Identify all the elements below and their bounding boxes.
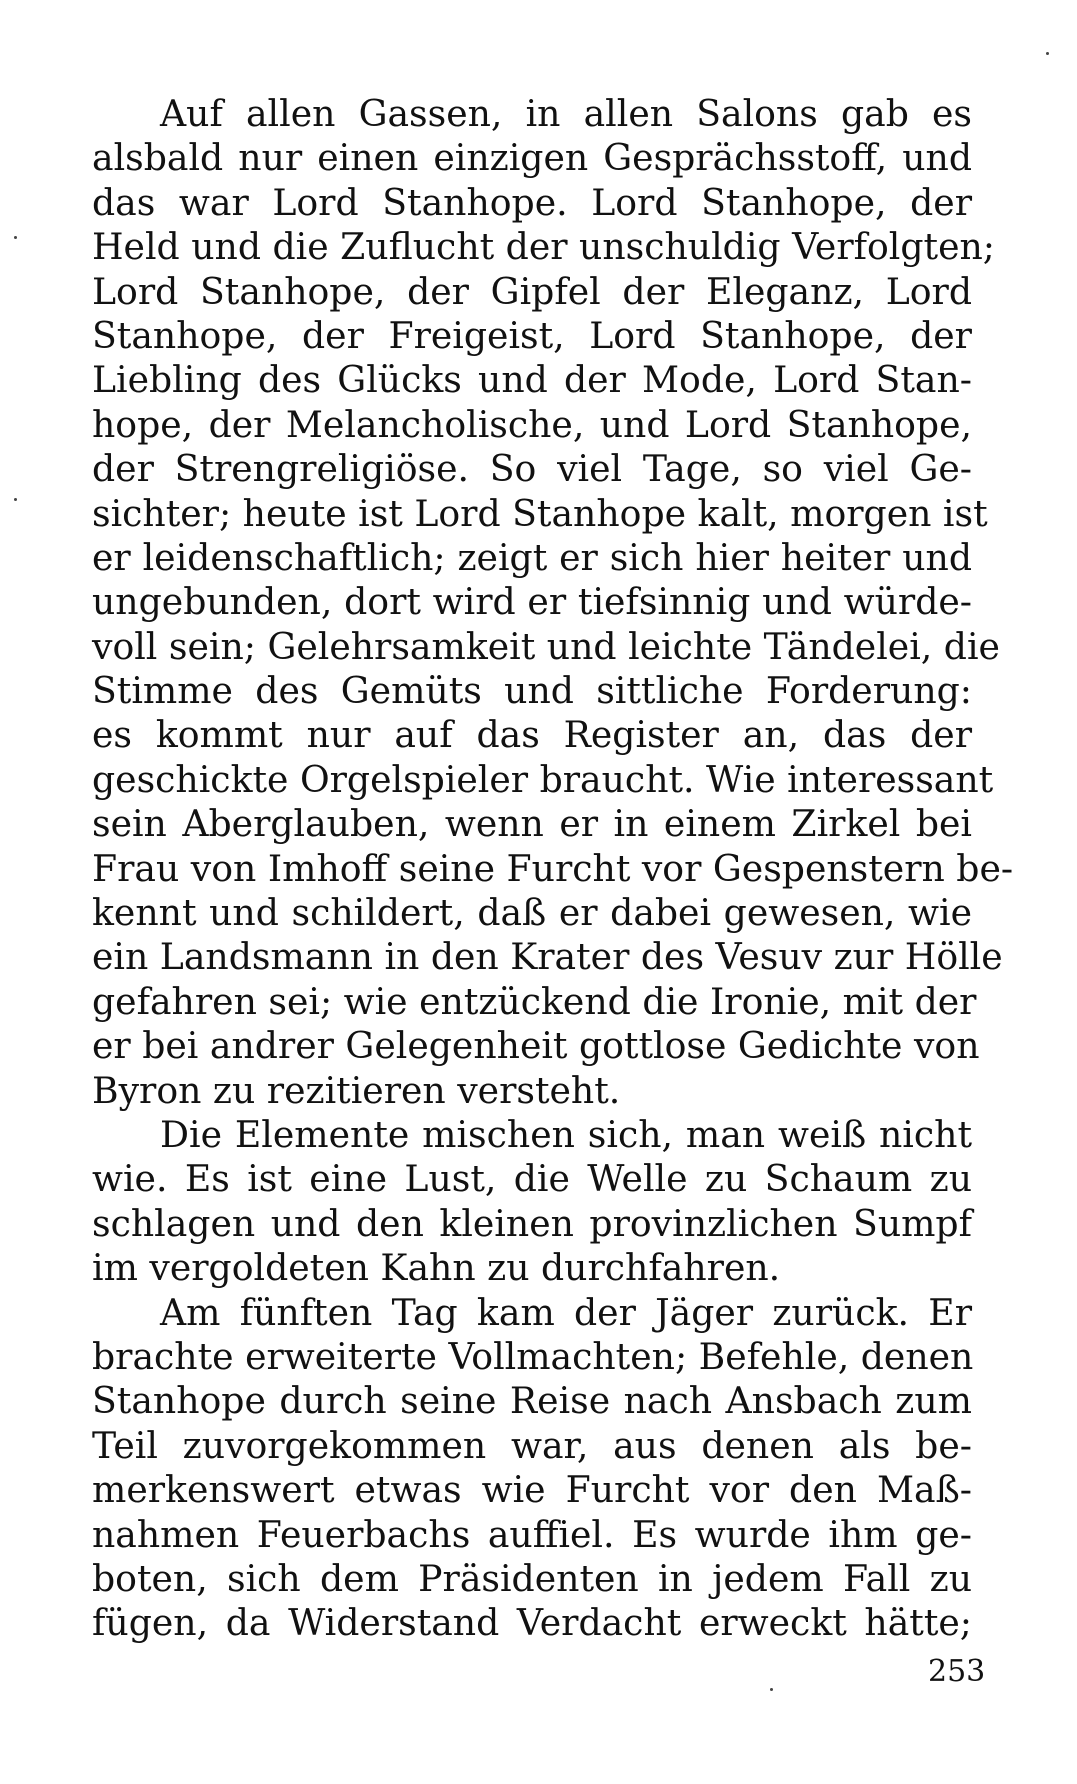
text-line: schlagen und den kleinen provinzlichen Sumpf — [92, 1201, 972, 1245]
text-line: Byron zu rezitieren versteht. — [92, 1068, 621, 1112]
scan-speck — [770, 1688, 773, 1691]
page-number: 253 — [928, 1654, 986, 1689]
body-text — [92, 92, 1014, 1646]
text-line: voll sein; Gelehrsamkeit und leichte Tändelei, die — [92, 624, 1000, 668]
text-line: Liebling des Glücks und der Mode, Lord Stan- — [92, 358, 972, 402]
scan-speck — [14, 236, 17, 239]
text-line: geschickte Orgelspieler braucht. Wie interessant — [92, 757, 994, 801]
text-line: Stanhope, der Freigeist, Lord Stanhope, der — [92, 313, 972, 357]
text-line: es kommt nur auf das Register an, das der — [92, 713, 972, 757]
text-line: wie. Es ist eine Lust, die Welle zu Schaum zu — [92, 1157, 972, 1201]
paragraph-1 — [92, 92, 1014, 1113]
text-line: Die Elemente mischen sich, man weiß nicht — [160, 1112, 972, 1156]
text-line: nahmen Feuerbachs auffiel. Es wurde ihm ge- — [92, 1512, 972, 1556]
text-line: Stimme des Gemüts und sittliche Forderung: — [92, 669, 972, 713]
text-line: Auf allen Gassen, in allen Salons gab es — [160, 92, 972, 135]
text-line: hope, der Melancholische, und Lord Stanhope, — [92, 402, 972, 446]
text-line: Stanhope durch seine Reise nach Ansbach zum — [92, 1379, 972, 1423]
text-line: er bei andrer Gelegenheit gottlose Gedichte von — [92, 1024, 980, 1068]
text-line: Am fünften Tag kam der Jäger zurück. Er — [160, 1290, 972, 1334]
text-line: ungebunden, dort wird er tiefsinnig und würde- — [92, 580, 972, 624]
text-line: merkenswert etwas wie Furcht vor den Maß- — [92, 1468, 972, 1512]
paragraph-3 — [92, 1291, 972, 1646]
text-line: das war Lord Stanhope. Lord Stanhope, der — [92, 180, 972, 224]
text-line: Lord Stanhope, der Gipfel der Eleganz, Lord — [92, 269, 972, 313]
text-line: gefahren sei; wie entzückend die Ironie, mit der — [92, 979, 977, 1023]
scan-speck — [1046, 52, 1049, 55]
text-line: sein Aberglauben, wenn er in einem Zirkel bei — [92, 802, 972, 846]
text-line: im vergoldeten Kahn zu durchfahren. — [92, 1246, 781, 1290]
text-line: Held und die Zuflucht der unschuldig Verfolgten; — [92, 225, 995, 269]
text-line: kennt und schildert, daß er dabei gewesen, wie — [92, 891, 972, 935]
text-line: er leidenschaftlich; zeigt er sich hier heiter und — [92, 535, 972, 579]
scan-speck — [14, 498, 17, 501]
text-line: Frau von Imhoff seine Furcht vor Gespenstern be- — [92, 846, 1014, 890]
text-line: Teil zuvorgekommen war, aus denen als be- — [92, 1423, 972, 1467]
text-line: der Strengreligiöse. So viel Tage, so viel Ge- — [92, 447, 972, 491]
text-line: sichter; heute ist Lord Stanhope kalt, morgen ist — [92, 491, 988, 535]
text-line: boten, sich dem Präsidenten in jedem Fall zu — [92, 1556, 972, 1600]
text-line: fügen, da Widerstand Verdacht erweckt hätte; — [92, 1601, 972, 1645]
paragraph-2 — [92, 1113, 972, 1291]
text-line: alsbald nur einen einzigen Gesprächsstoff, und — [92, 136, 972, 180]
text-line: brachte erweiterte Vollmachten; Befehle, denen — [92, 1334, 974, 1378]
text-line: ein Landsmann in den Krater des Vesuv zur Hölle — [92, 935, 1003, 979]
